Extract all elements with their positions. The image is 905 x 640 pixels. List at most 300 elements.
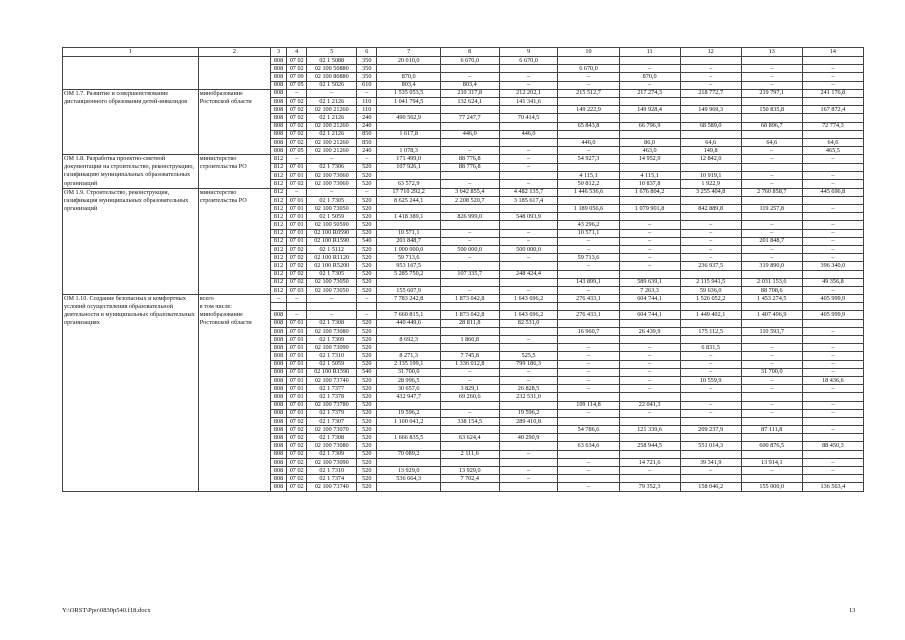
budget-code-cell: 520 <box>357 221 377 229</box>
amount-cell: 1 078,3 <box>377 147 440 155</box>
amount-cell: 446,0 <box>499 130 558 138</box>
budget-code-cell: 07 01 <box>286 205 306 213</box>
amount-cell: – <box>440 409 499 417</box>
budget-code-cell: 812 <box>271 229 287 237</box>
amount-cell: – <box>440 73 499 81</box>
amount-cell: 465,5 <box>802 147 863 155</box>
budget-code-cell: 02 100 73780 <box>307 401 357 409</box>
budget-code-cell: 808 <box>271 97 287 105</box>
budget-code-cell: 350 <box>357 65 377 73</box>
budget-code-cell: 812 <box>271 286 287 294</box>
amount-cell: – <box>802 245 863 253</box>
amount-cell: 4 115,1 <box>619 171 680 179</box>
amount-cell: 10 571,1 <box>377 229 440 237</box>
budget-code-cell: 808 <box>271 352 287 360</box>
budget-code-cell: 808 <box>271 434 287 442</box>
amount-cell: 1 643 696,2 <box>499 295 558 303</box>
amount-cell: – <box>741 254 802 262</box>
budget-code-cell: 520 <box>357 475 377 483</box>
amount-cell: 68 589,0 <box>680 122 741 130</box>
budget-code-cell: 02 100 73070 <box>307 426 357 434</box>
amount-cell: 276 433,1 <box>558 311 619 319</box>
budget-code-cell: 808 <box>271 360 287 368</box>
amount-cell: – <box>558 458 619 466</box>
budget-code-cell: 02 100 R1590 <box>307 368 357 376</box>
measure-name: ОМ 1.10. Создание безопасных и комфортных условий осуществления образовательной деятельности в муниципальных образовательных организациях <box>63 295 199 492</box>
amount-cell: – <box>619 229 680 237</box>
amount-cell: – <box>802 344 863 352</box>
amount-cell <box>440 65 499 73</box>
budget-code-cell: 520 <box>357 171 377 179</box>
budget-code-cell: 812 <box>271 155 287 163</box>
amount-cell: – <box>558 376 619 384</box>
amount-cell <box>680 450 741 458</box>
budget-code-cell: – <box>286 155 306 163</box>
amount-cell <box>440 327 499 335</box>
budget-code-cell: 520 <box>357 467 377 475</box>
amount-cell: 4 115,1 <box>558 171 619 179</box>
budget-code-cell: – <box>286 311 306 319</box>
amount-cell <box>802 303 863 311</box>
amount-cell: 201 848,7 <box>741 237 802 245</box>
amount-cell: – <box>802 360 863 368</box>
responsible-executor: минобразование Ростовской области <box>198 89 270 155</box>
budget-code-cell: 520 <box>357 360 377 368</box>
budget-code-cell <box>307 303 357 311</box>
amount-cell: – <box>558 286 619 294</box>
amount-cell <box>377 221 440 229</box>
amount-cell: 150 835,8 <box>741 106 802 114</box>
amount-cell <box>802 393 863 401</box>
amount-cell: 7 745,8 <box>440 352 499 360</box>
responsible-executor: министерство строительства РО <box>198 155 270 188</box>
amount-cell: – <box>741 467 802 475</box>
budget-code-cell: 07 01 <box>286 385 306 393</box>
budget-code-cell: 07 02 <box>286 122 306 130</box>
amount-cell: – <box>802 73 863 81</box>
budget-code-cell: 808 <box>271 458 287 466</box>
amount-cell: 70 414,5 <box>499 114 558 122</box>
budget-code-cell: 808 <box>271 475 287 483</box>
amount-cell <box>802 130 863 138</box>
amount-cell <box>499 221 558 229</box>
amount-cell <box>377 171 440 179</box>
budget-code-cell: – <box>286 89 306 97</box>
amount-cell: 440 449,6 <box>377 319 440 327</box>
amount-cell: 1 922,9 <box>680 180 741 188</box>
amount-cell: 40 290,9 <box>499 434 558 442</box>
executor-line: в том числе: <box>199 303 233 311</box>
amount-cell <box>499 65 558 73</box>
amount-cell: 64,6 <box>802 138 863 146</box>
amount-cell: 7 660 815,1 <box>377 311 440 319</box>
amount-cell: – <box>802 409 863 417</box>
amount-cell: 65 843,8 <box>558 122 619 130</box>
amount-cell: – <box>802 352 863 360</box>
budget-code-cell: 02 1 7308 <box>307 434 357 442</box>
budget-code-cell: 812 <box>271 245 287 253</box>
amount-cell <box>619 434 680 442</box>
amount-cell: 13 929,0 <box>440 467 499 475</box>
executor-line: всего <box>199 295 214 303</box>
budget-code-cell: 02 1 7310 <box>307 352 357 360</box>
amount-cell <box>558 417 619 425</box>
amount-cell: 30 657,6 <box>377 385 440 393</box>
budget-code-cell: 02 1 5059 <box>307 213 357 221</box>
amount-cell: – <box>741 376 802 384</box>
document-path: Y:\ORST\Ppo\0830p540.f18.docx <box>62 607 151 614</box>
amount-cell: – <box>802 221 863 229</box>
amount-cell: 16 960,7 <box>558 327 619 335</box>
amount-cell <box>741 97 802 105</box>
amount-cell: – <box>741 73 802 81</box>
amount-cell: – <box>558 73 619 81</box>
budget-code-cell: 02 100 73060 <box>307 171 357 179</box>
budget-code-cell: 02 100 73740 <box>307 376 357 384</box>
responsible-executor <box>198 295 270 492</box>
column-number-row <box>63 48 864 57</box>
budget-code-cell: – <box>357 155 377 163</box>
amount-cell: 64,6 <box>680 138 741 146</box>
budget-code-cell: 520 <box>357 213 377 221</box>
budget-code-cell: 350 <box>357 57 377 65</box>
amount-cell <box>741 213 802 221</box>
budget-code-cell: 520 <box>357 385 377 393</box>
budget-code-cell: 520 <box>357 409 377 417</box>
budget-code-cell: 110 <box>357 97 377 105</box>
amount-cell <box>680 303 741 311</box>
amount-cell: – <box>802 327 863 335</box>
budget-code-cell: 07 02 <box>286 278 306 286</box>
amount-cell <box>499 401 558 409</box>
amount-cell: – <box>802 81 863 89</box>
budget-code-cell: 02 100 R1120 <box>307 254 357 262</box>
budget-code-cell: 808 <box>271 483 287 491</box>
budget-code-cell: – <box>357 89 377 97</box>
amount-cell <box>741 393 802 401</box>
budget-code-cell: 07 02 <box>286 57 306 65</box>
budget-code-cell: 808 <box>271 393 287 401</box>
budget-code-cell: 812 <box>271 278 287 286</box>
amount-cell <box>558 270 619 278</box>
amount-cell: 143 899,1 <box>558 278 619 286</box>
budget-code-cell: 812 <box>271 237 287 245</box>
budget-code-cell: 812 <box>271 180 287 188</box>
amount-cell <box>499 122 558 130</box>
amount-cell: 445 696,8 <box>802 188 863 196</box>
budget-code-cell: 02 1 5088 <box>307 57 357 65</box>
budget-code-cell: 02 100 73740 <box>307 483 357 491</box>
amount-cell <box>499 426 558 434</box>
budget-code-cell: 02 100 80880 <box>307 73 357 81</box>
budget-code-cell: 02 100 73090 <box>307 458 357 466</box>
amount-cell: – <box>558 368 619 376</box>
amount-cell: 43 296,2 <box>558 221 619 229</box>
budget-code-cell: 808 <box>271 89 287 97</box>
budget-code-cell: 02 1 5059 <box>307 360 357 368</box>
amount-cell <box>802 434 863 442</box>
amount-cell: – <box>619 81 680 89</box>
amount-cell: – <box>802 205 863 213</box>
budget-code-cell: 07 01 <box>286 393 306 401</box>
amount-cell: – <box>558 237 619 245</box>
amount-cell <box>440 122 499 130</box>
budget-code-cell: 350 <box>357 73 377 81</box>
budget-code-cell: 07 01 <box>286 360 306 368</box>
amount-cell <box>499 171 558 179</box>
amount-cell: 110 593,7 <box>741 327 802 335</box>
amount-cell: 59 636,0 <box>680 286 741 294</box>
budget-code-cell: 808 <box>271 327 287 335</box>
budget-code-cell: 520 <box>357 319 377 327</box>
amount-cell: – <box>680 368 741 376</box>
amount-cell: 13 929,0 <box>377 467 440 475</box>
amount-cell: – <box>499 376 558 384</box>
budget-code-cell: – <box>357 188 377 196</box>
budget-code-cell: 02 100 21260 <box>307 147 357 155</box>
amount-cell <box>440 221 499 229</box>
budget-code-cell: 02 1 7310 <box>307 467 357 475</box>
amount-cell: 338 154,5 <box>440 417 499 425</box>
amount-cell <box>680 393 741 401</box>
amount-cell: 87 111,8 <box>741 426 802 434</box>
amount-cell <box>440 262 499 270</box>
amount-cell: – <box>499 180 558 188</box>
amount-cell <box>377 122 440 130</box>
amount-cell: 1 676 804,2 <box>619 188 680 196</box>
amount-cell: 2 031 153,6 <box>741 278 802 286</box>
amount-cell: 10 571,1 <box>558 229 619 237</box>
amount-cell: 171 499,0 <box>377 155 440 163</box>
budget-code-cell: 02 1 7374 <box>307 475 357 483</box>
budget-code-cell: 520 <box>357 163 377 171</box>
amount-cell: – <box>440 368 499 376</box>
amount-cell: 1 453 274,5 <box>741 295 802 303</box>
budget-code-cell: 02 100 73050 <box>307 205 357 213</box>
amount-cell: 842 889,8 <box>680 205 741 213</box>
budget-code-cell: 02 1 7305 <box>307 196 357 204</box>
amount-cell: – <box>741 229 802 237</box>
amount-cell <box>741 450 802 458</box>
amount-cell: 826 999,0 <box>440 213 499 221</box>
amount-cell: 59 713,6 <box>558 254 619 262</box>
amount-cell: – <box>680 73 741 81</box>
responsible-executor: министерство строительства РО <box>198 188 270 294</box>
amount-cell: – <box>499 475 558 483</box>
amount-cell: 1 041 794,5 <box>377 97 440 105</box>
budget-code-cell: 520 <box>357 270 377 278</box>
amount-cell <box>741 130 802 138</box>
amount-cell: – <box>558 147 619 155</box>
amount-cell <box>619 130 680 138</box>
budget-code-cell: 02 1 7309 <box>307 336 357 344</box>
amount-cell: – <box>680 65 741 73</box>
measure-name: ОМ 1.8. Разработка проектно-сметной документации на строительство, реконструкцию, газификацию муниципальных образовательных организаций <box>63 155 199 188</box>
budget-code-cell: 07 02 <box>286 442 306 450</box>
amount-cell: 248 424,4 <box>499 270 558 278</box>
amount-cell <box>499 262 558 270</box>
amount-cell: – <box>619 360 680 368</box>
amount-cell <box>741 57 802 65</box>
amount-cell: – <box>499 147 558 155</box>
measure-name: ОМ 1.9. Строительство, реконструкция, газификация муниципальных образовательных организаций <box>63 188 199 294</box>
amount-cell <box>741 114 802 122</box>
budget-code-cell: 02 100 73080 <box>307 327 357 335</box>
amount-cell <box>558 57 619 65</box>
amount-cell: 210 317,8 <box>440 89 499 97</box>
amount-cell: 799 186,3 <box>499 360 558 368</box>
amount-cell: 18 436,6 <box>802 376 863 384</box>
amount-cell: – <box>499 155 558 163</box>
amount-cell: – <box>440 229 499 237</box>
amount-cell <box>619 475 680 483</box>
amount-cell: 63 634,6 <box>558 442 619 450</box>
budget-code-cell: 520 <box>357 352 377 360</box>
amount-cell <box>440 171 499 179</box>
amount-cell: – <box>680 467 741 475</box>
amount-cell: – <box>619 467 680 475</box>
amount-cell <box>558 97 619 105</box>
amount-cell: – <box>680 401 741 409</box>
amount-cell <box>440 205 499 213</box>
amount-cell <box>499 327 558 335</box>
budget-code-cell: 07 02 <box>286 458 306 466</box>
budget-code-cell: 540 <box>357 368 377 376</box>
budget-code-cell: 520 <box>357 278 377 286</box>
budget-code-cell: 520 <box>357 254 377 262</box>
budget-code-cell: 520 <box>357 245 377 253</box>
amount-cell: 54 786,6 <box>558 426 619 434</box>
amount-cell: 2 135 199,1 <box>377 360 440 368</box>
amount-cell: 218 772,7 <box>680 89 741 97</box>
amount-cell <box>558 163 619 171</box>
amount-cell <box>802 97 863 105</box>
amount-cell: 88 776,8 <box>440 163 499 171</box>
amount-cell: – <box>802 368 863 376</box>
amount-cell: 490 562,9 <box>377 114 440 122</box>
budget-code-cell: 02 1 2126 <box>307 114 357 122</box>
amount-cell: 1 860,8 <box>440 336 499 344</box>
amount-cell: 132 624,1 <box>440 97 499 105</box>
amount-cell <box>558 196 619 204</box>
budget-code-cell: 520 <box>357 426 377 434</box>
responsible-executor <box>198 57 270 90</box>
amount-cell: 22 041,3 <box>619 401 680 409</box>
amount-cell <box>377 401 440 409</box>
budget-code-cell: 07 01 <box>286 237 306 245</box>
table-row <box>63 155 864 163</box>
budget-code-cell: 808 <box>271 467 287 475</box>
column-number: 6 <box>357 48 377 57</box>
budget-code-cell <box>271 303 287 311</box>
budget-code-cell: 07 01 <box>286 352 306 360</box>
budget-code-cell: – <box>286 188 306 196</box>
amount-cell: – <box>680 409 741 417</box>
amount-cell: 1 336 012,8 <box>440 360 499 368</box>
amount-cell: 232 531,0 <box>499 393 558 401</box>
budget-code-cell: 850 <box>357 138 377 146</box>
column-number: 11 <box>619 48 680 57</box>
budget-code-cell: 07 01 <box>286 401 306 409</box>
budget-code-cell: 808 <box>271 409 287 417</box>
amount-cell <box>558 213 619 221</box>
amount-cell <box>440 483 499 491</box>
budget-code-cell: 02 1 7309 <box>307 450 357 458</box>
amount-cell: 10 837,8 <box>619 180 680 188</box>
budget-code-cell: 02 100 50590 <box>307 221 357 229</box>
budget-code-cell: 02 100 21260 <box>307 122 357 130</box>
amount-cell: – <box>619 237 680 245</box>
amount-cell: 217 274,3 <box>619 89 680 97</box>
amount-cell <box>499 442 558 450</box>
amount-cell: 50 812,2 <box>558 180 619 188</box>
budget-code-cell: 808 <box>271 57 287 65</box>
amount-cell: – <box>440 180 499 188</box>
amount-cell <box>440 344 499 352</box>
amount-cell: – <box>741 401 802 409</box>
amount-cell: 7 263,3 <box>619 286 680 294</box>
budget-code-cell: 240 <box>357 122 377 130</box>
amount-cell: 19 596,2 <box>499 409 558 417</box>
budget-code-cell: – <box>307 155 357 163</box>
amount-cell: – <box>440 254 499 262</box>
amount-cell: 88 776,8 <box>440 155 499 163</box>
amount-cell: – <box>741 171 802 179</box>
budget-code-cell: – <box>307 188 357 196</box>
amount-cell <box>558 336 619 344</box>
budget-code-cell: – <box>357 295 377 303</box>
budget-code-cell: 812 <box>271 171 287 179</box>
amount-cell: – <box>680 237 741 245</box>
amount-cell: – <box>741 344 802 352</box>
budget-code-cell: 808 <box>271 426 287 434</box>
amount-cell: 39 341,9 <box>680 458 741 466</box>
amount-cell: 20 010,0 <box>377 57 440 65</box>
amount-cell: – <box>802 426 863 434</box>
budget-code-cell: 07 09 <box>286 73 306 81</box>
amount-cell: 141 341,6 <box>499 97 558 105</box>
amount-cell: 1 079 901,8 <box>619 205 680 213</box>
amount-cell: 219 797,1 <box>741 89 802 97</box>
budget-code-cell: 520 <box>357 401 377 409</box>
amount-cell: 953 167,5 <box>377 262 440 270</box>
budget-code-cell: 07 01 <box>286 229 306 237</box>
amount-cell: 13 914,1 <box>741 458 802 466</box>
amount-cell: 463,0 <box>619 147 680 155</box>
amount-cell: 4 482 135,7 <box>499 188 558 196</box>
amount-cell: – <box>619 409 680 417</box>
measure-name: ОМ 1.7. Развитие и совершенствование дистанционного образования детей-инвалидов <box>63 89 199 155</box>
amount-cell <box>741 319 802 327</box>
column-number: 10 <box>558 48 619 57</box>
amount-cell: – <box>680 360 741 368</box>
amount-cell: – <box>499 368 558 376</box>
table-row <box>63 188 864 196</box>
budget-code-cell: 07 03 <box>286 286 306 294</box>
budget-code-cell: 808 <box>271 336 287 344</box>
amount-cell: – <box>741 360 802 368</box>
budget-code-cell: 07 02 <box>286 450 306 458</box>
amount-cell: 319 890,0 <box>741 262 802 270</box>
amount-cell: 8 625 244,1 <box>377 196 440 204</box>
amount-cell <box>802 196 863 204</box>
amount-cell <box>377 442 440 450</box>
amount-cell: 119 257,8 <box>741 205 802 213</box>
amount-cell: 66 796,9 <box>619 122 680 130</box>
amount-cell: 10 559,9 <box>680 376 741 384</box>
budget-code-cell: – <box>307 295 357 303</box>
budget-code-cell: 02 100 73080 <box>307 442 357 450</box>
